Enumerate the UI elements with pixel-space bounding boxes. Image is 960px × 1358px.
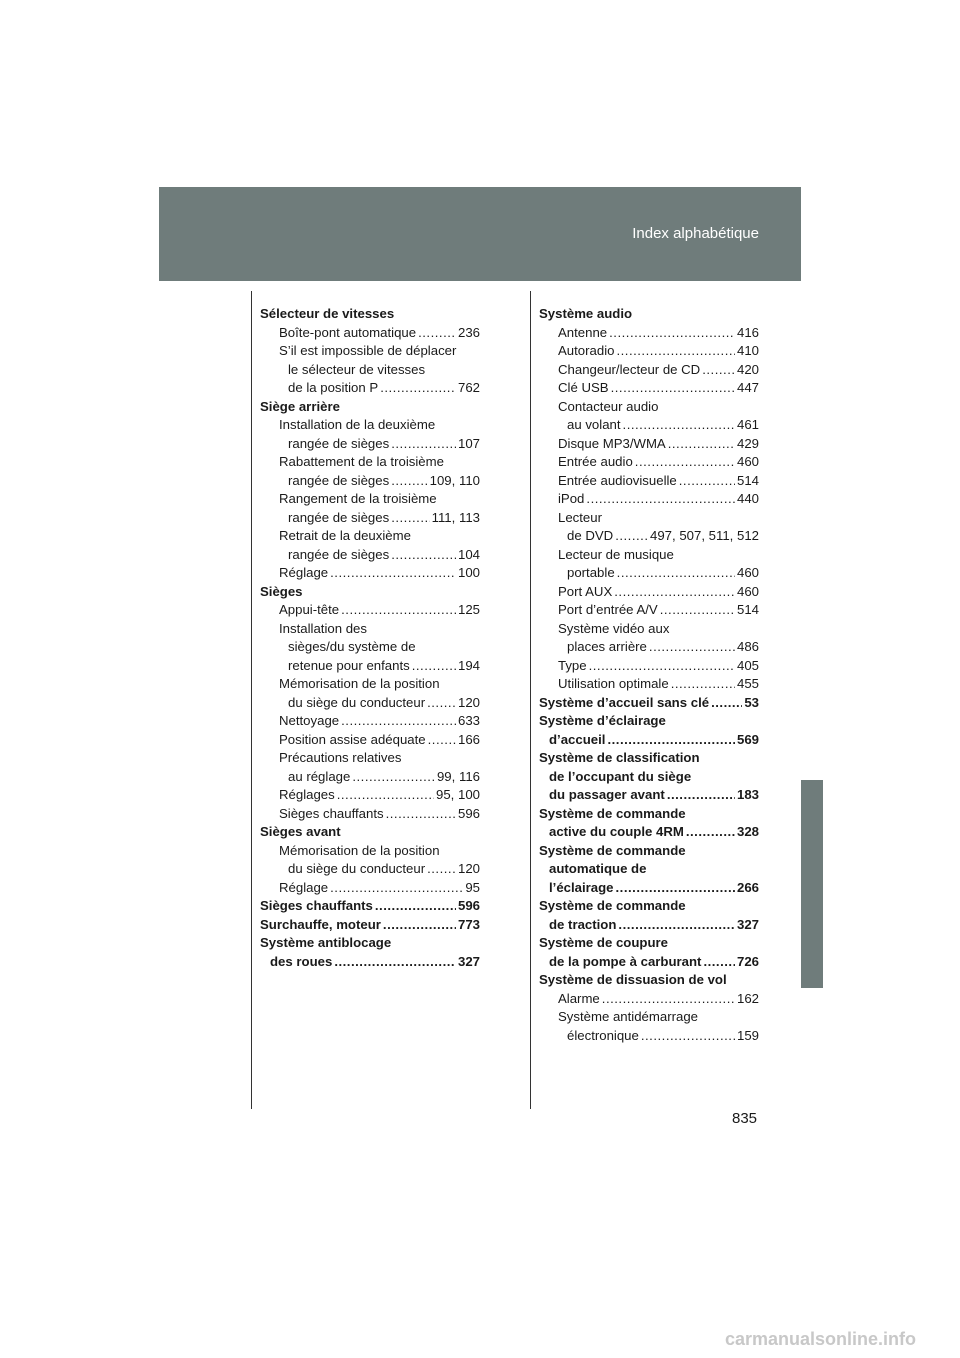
dot-leader <box>615 527 648 546</box>
entry-text: rangée de sièges <box>288 472 390 488</box>
dot-leader <box>391 435 456 454</box>
index-entry <box>539 435 759 454</box>
entry-text: Nettoyage <box>279 713 340 728</box>
entry-text: Changeur/lecteur de CD <box>558 361 701 377</box>
entry-page-ref: 99, 116 <box>436 768 480 784</box>
index-entry <box>539 990 759 1009</box>
entry-text: de la pompe à carburant <box>549 953 702 969</box>
entry-text: Entrée audio <box>558 454 633 469</box>
entry-page-ref: 107 <box>457 435 480 451</box>
entry-text: électronique <box>567 1027 639 1043</box>
dot-leader <box>352 768 435 787</box>
index-entry <box>539 620 759 639</box>
dot-leader <box>614 583 735 602</box>
index-entry <box>539 731 759 750</box>
entry-text: Système de commande <box>539 805 686 821</box>
index-entry <box>539 694 759 713</box>
index-entry <box>260 805 480 824</box>
entry-page-ref: 159 <box>736 1027 759 1043</box>
entry-text: Siège arrière <box>260 398 340 414</box>
index-entry <box>260 638 480 657</box>
entry-page-ref: 460 <box>736 565 759 580</box>
index-entry <box>260 305 480 324</box>
index-entry <box>539 305 759 324</box>
entry-page-ref: 633 <box>457 713 480 728</box>
index-entry <box>260 583 480 602</box>
dot-leader <box>428 731 456 750</box>
entry-page-ref: 486 <box>736 639 759 654</box>
entry-text: Port AUX <box>558 583 613 599</box>
entry-text: Lecteur <box>558 509 602 525</box>
entry-text: Sièges avant <box>260 824 341 839</box>
entry-page-ref: 327 <box>736 916 759 932</box>
entry-text: du siège du conducteur <box>288 861 426 876</box>
entry-page-ref: 726 <box>736 953 759 969</box>
entry-text: automatique de <box>549 861 647 876</box>
header-title: Index alphabétique <box>632 225 759 242</box>
dot-leader <box>383 916 456 935</box>
entry-text: Système antiblocage <box>260 935 392 950</box>
entry-text: Système d’éclairage <box>539 713 666 728</box>
section-tab <box>801 780 823 988</box>
index-entry <box>539 712 759 731</box>
dot-leader <box>616 342 735 361</box>
index-entry <box>539 842 759 861</box>
entry-text: l’éclairage <box>549 879 614 895</box>
entry-text: Antenne <box>558 324 608 340</box>
entry-text: Sièges chauffants <box>260 898 373 913</box>
entry-text: sièges/du système de <box>288 639 416 654</box>
index-entry <box>539 527 759 546</box>
entry-text: Sélecteur de vitesses <box>260 306 395 321</box>
dot-leader <box>611 379 735 398</box>
index-entry <box>260 527 480 546</box>
entry-page-ref: 95, 100 <box>436 787 480 802</box>
index-entry <box>539 509 759 528</box>
index-entry <box>539 953 759 972</box>
entry-text: Système vidéo aux <box>558 620 670 636</box>
index-entry <box>260 398 480 417</box>
entry-text: Système d’accueil sans clé <box>539 694 710 710</box>
entry-text: Système de coupure <box>539 935 668 950</box>
entry-page-ref: 497, 507, 511, 512 <box>649 528 759 543</box>
entry-page-ref: 95 <box>465 879 480 895</box>
index-entry <box>260 453 480 472</box>
index-entry <box>539 1008 759 1027</box>
dot-leader <box>586 490 735 509</box>
index-entry <box>260 564 480 583</box>
entry-text: Disque MP3/WMA <box>558 435 666 451</box>
dot-leader <box>391 546 456 565</box>
index-entry <box>260 472 480 491</box>
entry-text: du passager avant <box>549 787 665 802</box>
dot-leader <box>391 472 427 491</box>
index-entry <box>260 324 480 343</box>
dot-leader <box>667 786 735 805</box>
entry-page-ref: 429 <box>736 435 759 451</box>
dot-leader <box>386 805 456 824</box>
entry-page-ref: 440 <box>736 491 759 506</box>
dot-leader <box>589 657 735 676</box>
index-entry <box>539 879 759 898</box>
index-entry <box>260 620 480 639</box>
index-entry <box>539 379 759 398</box>
index-entry <box>260 694 480 713</box>
index-entry <box>260 490 480 509</box>
entry-page-ref: 410 <box>736 343 759 358</box>
index-entry <box>260 509 480 528</box>
entry-text: de traction <box>549 916 617 932</box>
entry-text: au volant <box>567 417 621 432</box>
dot-leader <box>686 823 735 842</box>
entry-text: Système de classification <box>539 750 700 765</box>
entry-page-ref: 455 <box>736 676 759 691</box>
dot-leader <box>679 472 735 491</box>
entry-text: Type <box>558 657 587 673</box>
dot-leader <box>341 712 456 731</box>
entry-text: des roues <box>270 953 333 969</box>
dot-leader <box>711 694 742 713</box>
entry-text: Clé USB <box>558 380 609 395</box>
entry-text: Port d’entrée A/V <box>558 602 658 617</box>
entry-page-ref: 420 <box>736 361 759 377</box>
entry-text: Système de commande <box>539 898 686 913</box>
index-entry <box>539 971 759 990</box>
entry-text: Réglage <box>279 879 329 895</box>
entry-text: rangée de sièges <box>288 546 390 562</box>
dot-leader <box>617 564 735 583</box>
index-entry <box>539 805 759 824</box>
entry-text: au réglage <box>288 768 351 784</box>
dot-leader <box>427 860 456 879</box>
entry-text: Position assise adéquate <box>279 731 426 747</box>
index-entry <box>539 564 759 583</box>
entry-page-ref: 460 <box>736 454 759 469</box>
dot-leader <box>703 953 735 972</box>
entry-text: Retrait de la deuxième <box>279 528 411 543</box>
entry-text: places arrière <box>567 639 647 654</box>
entry-page-ref: 762 <box>457 380 480 395</box>
index-entry <box>539 749 759 768</box>
dot-leader <box>602 990 735 1009</box>
entry-text: de l’occupant du siège <box>549 768 692 784</box>
index-entry <box>260 379 480 398</box>
page-header <box>159 187 801 281</box>
entry-page-ref: 104 <box>457 546 480 562</box>
entry-text: Rabattement de la troisième <box>279 454 444 469</box>
index-entry <box>260 601 480 620</box>
index-entry <box>539 361 759 380</box>
index-entry <box>539 546 759 565</box>
index-entry <box>539 490 759 509</box>
entry-text: iPod <box>558 491 585 506</box>
index-entry <box>260 953 480 972</box>
index-entry <box>260 916 480 935</box>
entry-page-ref: 514 <box>736 602 759 617</box>
dot-leader <box>412 657 456 676</box>
entry-text: Autoradio <box>558 343 615 358</box>
entry-text: de DVD <box>567 528 614 543</box>
entry-text: rangée de sièges <box>288 435 390 451</box>
entry-text: Mémorisation de la position <box>279 676 440 691</box>
index-entry <box>260 823 480 842</box>
dot-leader <box>609 324 735 343</box>
entry-page-ref: 236 <box>457 324 480 340</box>
index-entry <box>539 342 759 361</box>
index-entry <box>539 768 759 787</box>
entry-text: Sièges <box>260 583 303 599</box>
entry-page-ref: 266 <box>736 879 759 895</box>
entry-text: Réglages <box>279 787 335 802</box>
entry-text: Rangement de la troisième <box>279 491 437 506</box>
index-entry <box>539 657 759 676</box>
entry-text: Système audio <box>539 306 633 321</box>
index-entry <box>260 860 480 879</box>
column-divider-middle <box>530 291 531 1109</box>
entry-page-ref: 596 <box>457 805 480 821</box>
index-entry <box>260 416 480 435</box>
dot-leader <box>418 324 456 343</box>
entry-text: Utilisation optimale <box>558 676 669 691</box>
entry-text: rangée de sièges <box>288 509 390 525</box>
dot-leader <box>330 564 456 583</box>
entry-text: le sélecteur de vitesses <box>288 361 426 377</box>
entry-text: Sièges chauffants <box>279 805 384 821</box>
dot-leader <box>702 361 735 380</box>
entry-text: Entrée audiovisuelle <box>558 472 677 488</box>
index-entry <box>539 601 759 620</box>
index-entry <box>260 879 480 898</box>
entry-text: Boîte-pont automatique <box>279 324 417 340</box>
index-entry <box>260 342 480 361</box>
index-entry <box>260 712 480 731</box>
index-entry <box>539 897 759 916</box>
entry-page-ref: 773 <box>457 916 480 932</box>
entry-text: d’accueil <box>549 731 606 747</box>
entry-page-ref: 596 <box>457 898 480 913</box>
entry-page-ref: 109, 110 <box>429 472 480 488</box>
entry-text: de la position P <box>288 380 379 395</box>
entry-text: retenue pour enfants <box>288 657 410 673</box>
index-column-left <box>260 305 480 971</box>
index-entry <box>260 749 480 768</box>
index-entry <box>260 934 480 953</box>
entry-text: Système de commande <box>539 842 686 858</box>
entry-page-ref: 125 <box>457 602 480 617</box>
entry-text: du siège du conducteur <box>288 694 426 710</box>
dot-leader <box>618 916 735 935</box>
entry-text: Mémorisation de la position <box>279 842 440 858</box>
index-entry <box>260 657 480 676</box>
entry-text: Système antidémarrage <box>558 1009 699 1024</box>
entry-page-ref: 328 <box>736 824 759 839</box>
dot-leader <box>337 786 434 805</box>
index-entry <box>260 731 480 750</box>
entry-text: Précautions relatives <box>279 750 402 765</box>
entry-page-ref: 569 <box>736 731 759 747</box>
dot-leader <box>641 1027 735 1046</box>
entry-page-ref: 194 <box>457 657 480 673</box>
index-entry <box>539 638 759 657</box>
entry-page-ref: 111, 113 <box>431 509 480 525</box>
index-entry <box>539 1027 759 1046</box>
entry-text: S’il est impossible de déplacer <box>279 343 457 358</box>
entry-page-ref: 327 <box>457 953 480 969</box>
page-number: 835 <box>732 1110 758 1127</box>
entry-text: Réglage <box>279 565 329 580</box>
index-entry <box>260 786 480 805</box>
dot-leader <box>635 453 735 472</box>
entry-page-ref: 514 <box>736 472 759 488</box>
entry-page-ref: 447 <box>736 380 759 395</box>
entry-page-ref: 100 <box>457 565 480 580</box>
dot-leader <box>341 601 456 620</box>
dot-leader <box>391 509 429 528</box>
index-entry <box>260 435 480 454</box>
index-entry <box>539 583 759 602</box>
entry-text: portable <box>567 565 615 580</box>
index-entry <box>260 361 480 380</box>
entry-page-ref: 461 <box>736 417 759 432</box>
dot-leader <box>660 601 735 620</box>
entry-text: Lecteur de musique <box>558 546 674 562</box>
index-entry <box>539 675 759 694</box>
index-entry <box>539 860 759 879</box>
entry-page-ref: 53 <box>744 694 759 710</box>
entry-text: active du couple 4RM <box>549 824 684 839</box>
entry-page-ref: 416 <box>736 324 759 340</box>
dot-leader <box>616 879 735 898</box>
entry-page-ref: 183 <box>736 787 759 802</box>
dot-leader <box>330 879 463 898</box>
index-entry <box>539 916 759 935</box>
entry-text: Appui-tête <box>279 602 340 617</box>
dot-leader <box>380 379 456 398</box>
index-entry <box>539 472 759 491</box>
dot-leader <box>671 675 735 694</box>
index-entry <box>260 897 480 916</box>
dot-leader <box>607 731 735 750</box>
index-column-right <box>539 305 759 1045</box>
dot-leader <box>427 694 456 713</box>
entry-text: Installation de la deuxième <box>279 417 436 432</box>
dot-leader <box>649 638 735 657</box>
entry-text: Installation des <box>279 620 367 636</box>
entry-page-ref: 460 <box>736 583 759 599</box>
entry-text: Système de dissuasion de vol <box>539 972 727 987</box>
entry-page-ref: 120 <box>457 694 480 710</box>
index-entry <box>539 786 759 805</box>
index-entry <box>539 934 759 953</box>
index-entry <box>260 768 480 787</box>
entry-text: Surchauffe, moteur <box>260 916 381 932</box>
index-entry <box>260 675 480 694</box>
entry-page-ref: 166 <box>457 731 480 747</box>
watermark: carmanualsonline.info <box>725 1329 917 1349</box>
dot-leader <box>668 435 735 454</box>
index-entry <box>260 842 480 861</box>
dot-leader <box>334 953 456 972</box>
index-entry <box>539 453 759 472</box>
entry-text: Alarme <box>558 990 600 1006</box>
column-divider-left <box>251 291 252 1109</box>
entry-page-ref: 120 <box>457 861 480 876</box>
dot-leader <box>375 897 456 916</box>
index-entry <box>539 398 759 417</box>
index-entry <box>539 416 759 435</box>
dot-leader <box>623 416 735 435</box>
index-entry <box>539 823 759 842</box>
entry-page-ref: 405 <box>736 657 759 673</box>
index-entry <box>539 324 759 343</box>
entry-page-ref: 162 <box>736 990 759 1006</box>
entry-text: Contacteur audio <box>558 398 659 414</box>
index-entry <box>260 546 480 565</box>
